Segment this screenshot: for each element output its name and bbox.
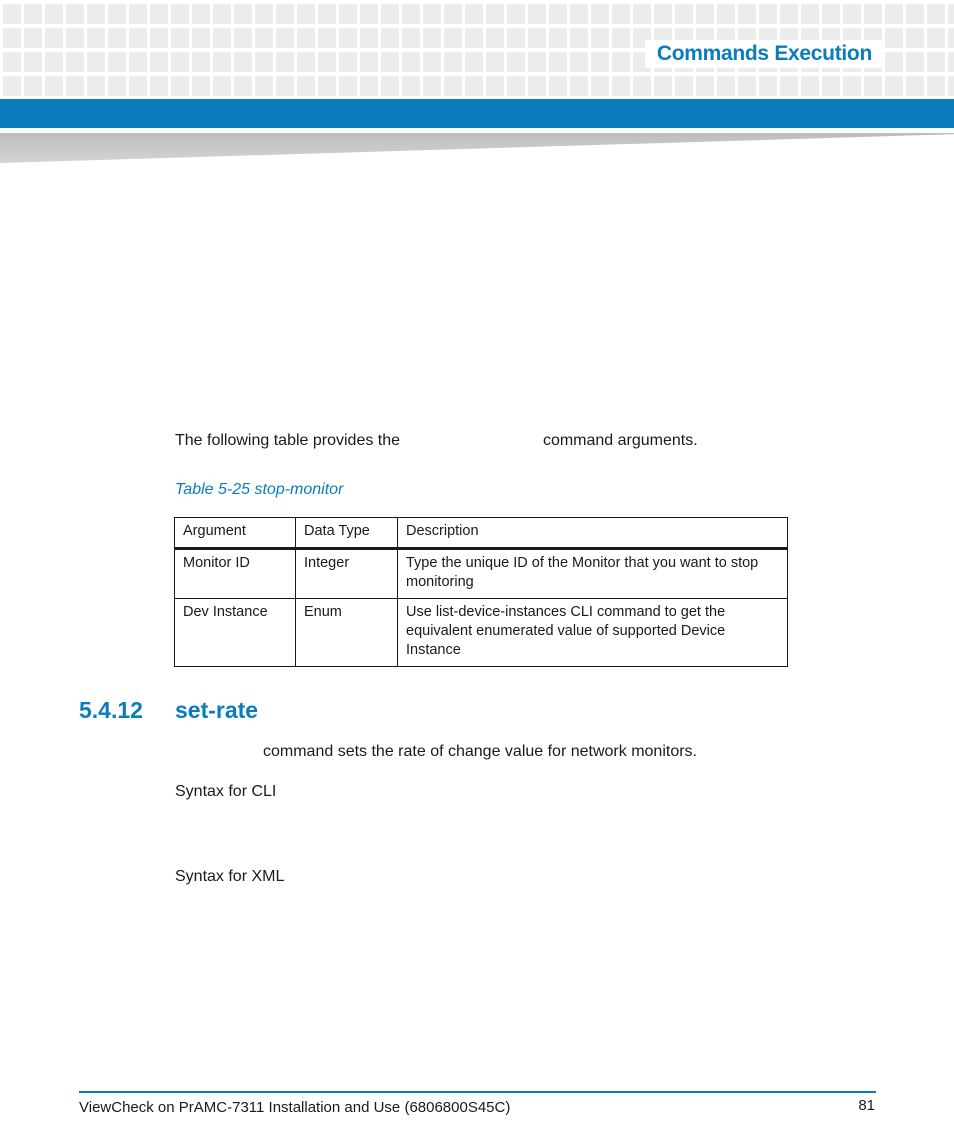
section-number: 5.4.12 bbox=[79, 697, 143, 723]
cell-description: Use list-device-instances CLI command to get the equivalent enumerated value of supported Device Instance bbox=[398, 599, 788, 667]
cell-description: Type the unique ID of the Monitor that you want to stop monitoring bbox=[398, 549, 788, 599]
syntax-cli-label: Syntax for CLI bbox=[175, 783, 277, 800]
table-row bbox=[175, 599, 788, 667]
table-header-row bbox=[175, 518, 788, 549]
cell-argument: Monitor ID bbox=[175, 549, 296, 599]
syntax-xml-label: Syntax for XML bbox=[175, 868, 285, 885]
column-header-data-type: Data Type bbox=[296, 518, 398, 549]
column-header-argument: Argument bbox=[175, 518, 296, 549]
header-blue-band bbox=[0, 99, 954, 128]
running-header-title: Commands Execution bbox=[656, 42, 872, 65]
section-description: command sets the rate of change value for network monitors. bbox=[263, 743, 697, 760]
footer-rule bbox=[79, 1091, 876, 1093]
intro-text-after: command arguments. bbox=[542, 432, 698, 449]
header-gray-wedge bbox=[0, 133, 954, 163]
header-title-container bbox=[645, 40, 884, 68]
intro-text-before: The following table provides the bbox=[175, 432, 401, 449]
cell-data-type: Integer bbox=[296, 549, 398, 599]
intro-paragraph bbox=[175, 432, 698, 450]
cell-argument: Dev Instance bbox=[175, 599, 296, 667]
arguments-table bbox=[174, 517, 788, 667]
column-header-description: Description bbox=[398, 518, 788, 549]
section-title: set-rate bbox=[175, 697, 259, 723]
footer-page-number: 81 bbox=[858, 1097, 875, 1114]
cell-data-type: Enum bbox=[296, 599, 398, 667]
table-row bbox=[175, 549, 788, 599]
footer-document-title: ViewCheck on PrAMC-7311 Installation and Use (6806800S45C) bbox=[79, 1099, 511, 1116]
table-caption: Table 5-25 stop-monitor bbox=[175, 481, 344, 498]
